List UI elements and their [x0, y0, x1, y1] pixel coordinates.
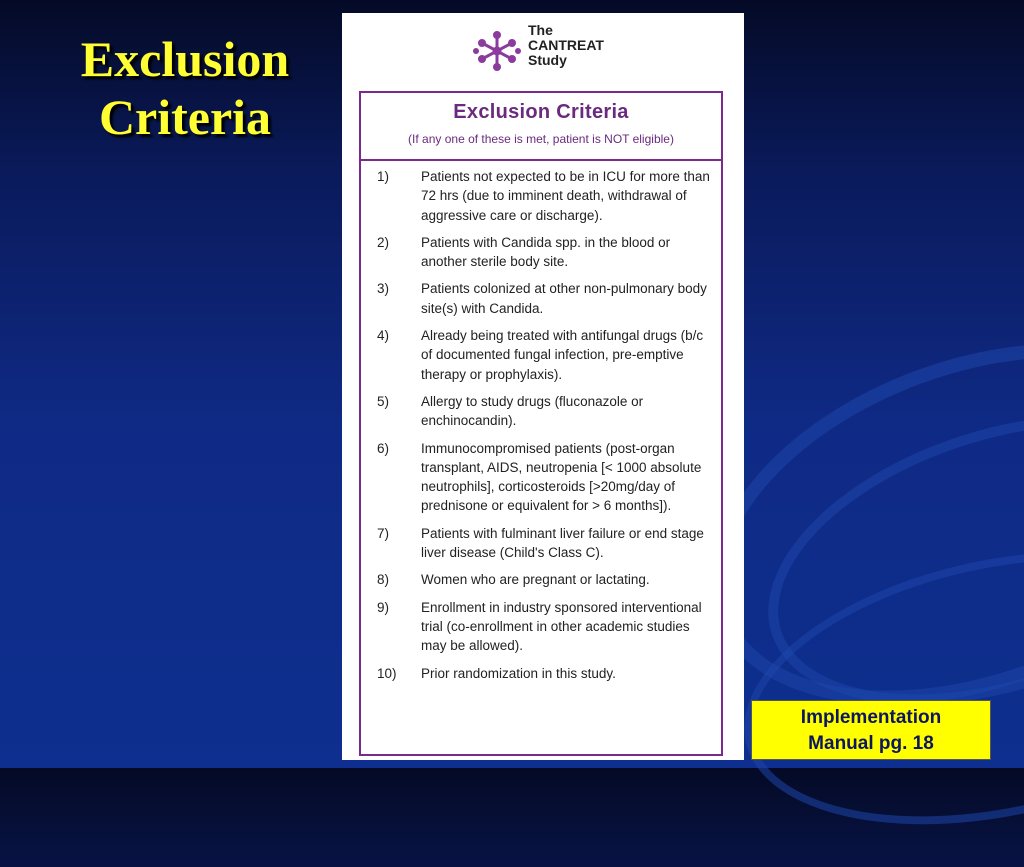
note-line1: Implementation — [800, 707, 942, 728]
item-text: Patients not expected to be in ICU for more than 72 hrs (due to imminent death, withdrawal of aggressive care or discharge). — [421, 169, 710, 223]
note-line2: Manual pg. 18 — [808, 733, 934, 754]
item-text: Already being treated with antifungal drugs (b/c of documented fungal infection, pre-emptive therapy or prophylaxis). — [421, 328, 704, 382]
list-item — [377, 570, 713, 589]
list-item — [377, 664, 713, 683]
list-item — [377, 233, 713, 272]
slide-title — [40, 30, 330, 146]
item-number: 10) — [377, 665, 397, 681]
item-text: Patients colonized at other non-pulmonary body site(s) with Candida. — [421, 281, 707, 316]
logo-text — [528, 23, 604, 68]
item-number: 3) — [377, 281, 390, 297]
item-text: Patients with fulminant liver failure or end stage liver disease (Child's Class C). — [421, 525, 704, 561]
exclusion-criteria-box — [359, 91, 723, 756]
box-subtitle: (If any one of these is met, patient is NOT eligible) — [408, 132, 674, 146]
item-number: 4) — [377, 328, 390, 344]
item-number: 5) — [377, 393, 390, 409]
background-swirl — [719, 509, 1024, 867]
item-text: Allergy to study drugs (fluconazole or enchinocandin). — [421, 393, 644, 429]
logo-line2: CANTREAT — [528, 37, 604, 53]
item-text: Women who are pregnant or lactating. — [421, 572, 650, 588]
molecule-logo-icon — [472, 29, 522, 73]
list-item — [377, 279, 713, 318]
list-item — [377, 167, 713, 225]
background-swirl — [732, 362, 1024, 758]
implementation-manual-note — [751, 700, 991, 760]
list-item — [377, 326, 713, 384]
item-number: 8) — [377, 572, 390, 588]
logo-line3: Study — [528, 52, 567, 68]
slide-title-line2: Criteria — [98, 89, 272, 145]
item-text: Prior randomization in this study. — [421, 665, 616, 681]
criteria-card — [342, 13, 744, 760]
list-item — [377, 439, 713, 516]
box-header — [361, 93, 721, 161]
item-number: 1) — [377, 169, 390, 184]
item-number: 7) — [377, 525, 390, 541]
slide-title-line1: Exclusion — [80, 31, 290, 87]
logo-line1: The — [528, 22, 553, 38]
list-item — [377, 392, 713, 431]
item-number: 6) — [377, 440, 390, 456]
item-number: 9) — [377, 599, 390, 615]
list-item — [377, 598, 713, 656]
item-text: Enrollment in industry sponsored interventional trial (co-enrollment in other academic studies may be allowed). — [421, 599, 702, 654]
item-text: Patients with Candida spp. in the blood or another sterile body site. — [421, 234, 671, 270]
item-text: Immunocompromised patients (post-organ transplant, AIDS, neutropenia [< 1000 absolute neutrophils], corticosteroids [>20mg/day of prednisone or equivalent for > 6 months]). — [421, 440, 702, 514]
box-title: Exclusion Criteria — [453, 101, 629, 123]
cantreat-logo — [472, 21, 622, 79]
criteria-list — [361, 161, 721, 683]
list-item — [377, 524, 713, 563]
item-number: 2) — [377, 234, 390, 250]
